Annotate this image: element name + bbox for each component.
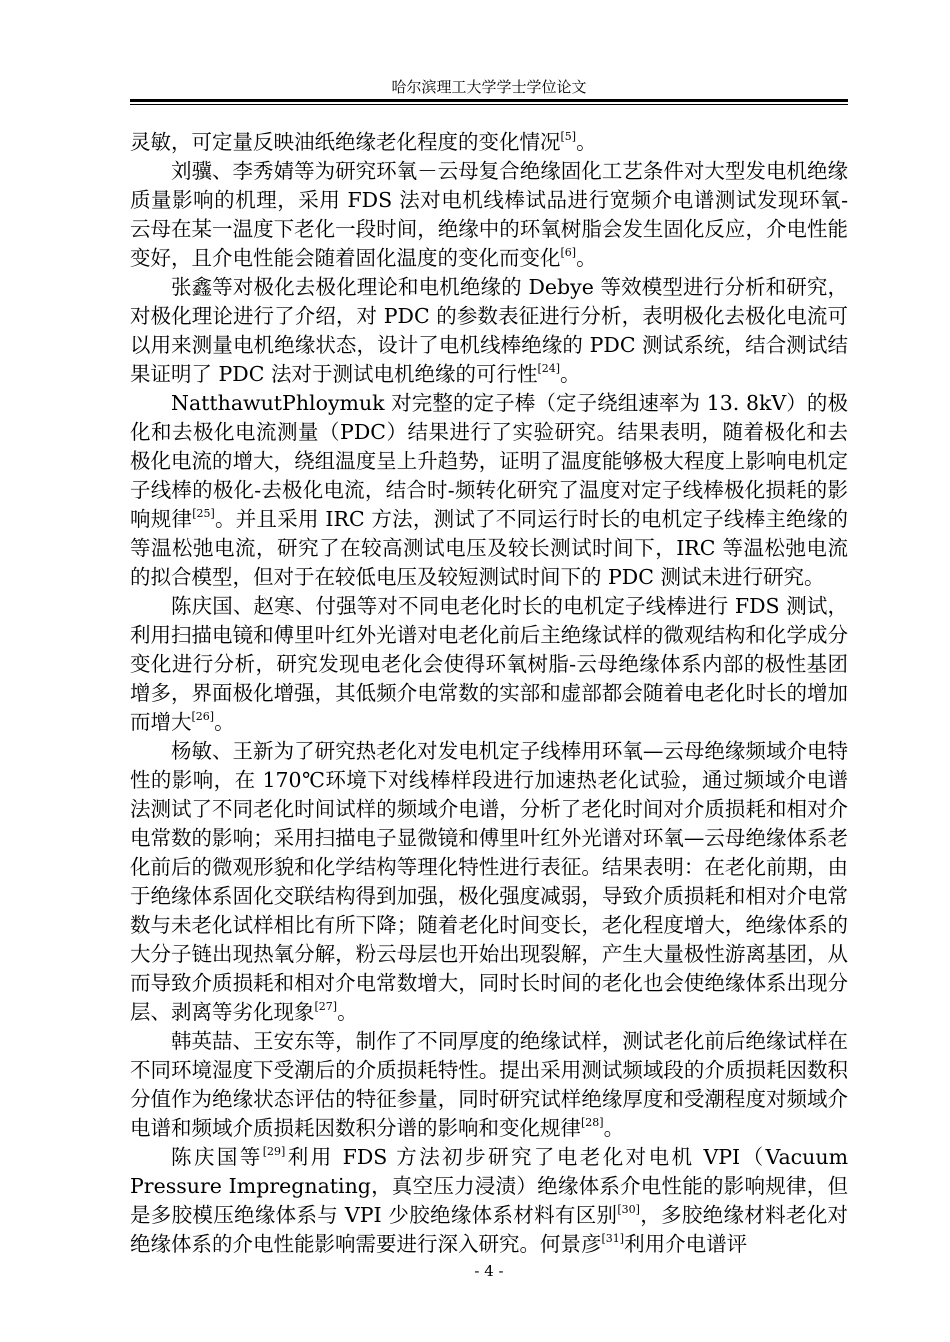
citation-ref: [6]	[560, 246, 577, 260]
paragraph-text: 张鑫等对极化去极化理论和电机绝缘的 Debye 等效模型进行分析和研究，对极化理论进行了介绍，对 PDC 的参数表征进行分析，表明极化去极化电流可以用来测量电机绝缘状态，设计了电机线棒绝缘的 PDC 测试系统，结合测试结果证明了 PDC 法对于测试电机绝缘的可行性	[130, 275, 848, 386]
paragraph-text: 。	[337, 1000, 358, 1024]
header-rule-thin	[130, 104, 848, 105]
page-number: - 4 -	[474, 1262, 504, 1280]
citation-ref: [31]	[601, 1232, 625, 1246]
paragraph	[130, 389, 848, 592]
header-rule-thick	[130, 99, 848, 102]
citation-ref: [25]	[192, 507, 215, 521]
citation-ref: [5]	[560, 130, 577, 144]
citation-ref: [27]	[314, 1000, 338, 1014]
running-header: 哈尔滨理工大学学士学位论文	[391, 78, 587, 96]
paragraph	[130, 273, 848, 389]
paragraph-text: ，多胶绝缘材料老化对绝缘体系的介电性能影响需要进行深入研究。何景彦	[130, 1203, 849, 1256]
paragraph-text: 刘骥、李秀婧等为研究环氧－云母复合绝缘固化工艺条件对大型发电机绝缘质量影响的机理，采用 FDS 法对电机线棒试品进行宽频介电谱测试发现环氧-云母在某一温度下老化一段时间，绝缘中的环氧树脂会发生固化反应，介电性能变好，且介电性能会随着固化温度的变化而变化	[130, 159, 848, 270]
paragraph-text: 。	[576, 130, 597, 154]
paragraph-text: 利用介电谱评	[624, 1232, 748, 1256]
citation-ref: [30]	[617, 1203, 640, 1217]
paragraph-text: 陈庆国、赵寒、付强等对不同电老化时长的电机定子线棒进行 FDS 测试，利用扫描电镜和傅里叶红外光谱对电老化前后主绝缘试样的微观结构和化学成分变化进行分析，研究发现电老化会使得环氧树脂-云母绝缘体系内部的极性基团增多，界面极化增强，其低频介电常数的实部和虚部都会随着电老化时长的增加而增大	[130, 594, 848, 734]
paragraph-text: 韩英喆、王安东等，制作了不同厚度的绝缘试样，测试老化前后绝缘试样在不同环境湿度下受潮后的介质损耗特性。提出采用测试频域段的介质损耗因数积分值作为绝缘状态评估的特征参量，同时研究试样绝缘厚度和受潮程度对频域介电谱和频域介质损耗因数积分谱的影响和变化规律	[130, 1029, 848, 1140]
citation-ref: [24]	[537, 362, 561, 376]
paragraph	[130, 592, 848, 737]
paragraph	[130, 157, 848, 273]
paragraph	[130, 1027, 848, 1143]
citation-ref: [26]	[191, 710, 215, 724]
paragraph	[130, 1143, 848, 1259]
paragraph-text: 。	[576, 246, 597, 270]
paragraph-text: NatthawutPhloymuk 对完整的定子棒（定子绕组速率为 13. 8kV）的极化和去极化电流测量（PDC）结果进行了实验研究。结果表明，随着极化和去极化电流的增大，绕组温度呈上升趋势，证明了温度能够极大程度上影响电机定子线棒的极化-去极化电流，结合时-频转化研究了温度对定子线棒极化损耗的影响规律	[130, 391, 848, 531]
paragraph-text: 。	[214, 710, 235, 734]
citation-ref: [29]	[262, 1145, 286, 1159]
paragraph	[130, 737, 848, 1027]
paragraph-text: 杨敏、王新为了研究热老化对发电机定子线棒用环氧—云母绝缘频域介电特性的影响，在 170℃环境下对线棒样段进行加速热老化试验，通过频域介电谱法测试了不同老化时间试样的频域介电谱，分析了老化时间对介质损耗和相对介电常数的影响；采用扫描电子显微镜和傅里叶红外光谱对环氧—云母绝缘体系老化前后的微观形貌和化学结构等理化特性进行表征。结果表明：在老化前期，由于绝缘体系固化交联结构得到加强，极化强度减弱，导致介质损耗和相对介电常数与未老化试样相比有所下降；随着老化时间变长，老化程度增大，绝缘体系的大分子链出现热氧分解，粉云母层也开始出现裂解，产生大量极性游离基团，从而导致介质损耗和相对介电常数增大，同时长时间的老化也会使绝缘体系出现分层、剥离等劣化现象	[130, 739, 848, 1024]
citation-ref: [28]	[581, 1116, 604, 1130]
paragraph-text: 。并且采用 IRC 方法，测试了不同运行时长的电机定子线棒主绝缘的等温松弛电流，研究了在较高测试电压及较长测试时间下，IRC 等温松弛电流的拟合模型，但对于在较低电压及较短测试时间下的 PDC 测试未进行研究。	[130, 507, 849, 589]
paragraph-text: 。	[560, 362, 581, 386]
paragraph	[130, 128, 848, 157]
paragraph-text: 。	[603, 1116, 625, 1140]
paragraph-text: 利用 FDS 方法初步研究了电老化对电机 VPI（Vacuum Pressure Impregnating，真空压力浸渍）绝缘体系介电性能的影响规律，但是多胶模压绝缘体系与 VPI 少胶绝缘体系材料有区别	[130, 1145, 849, 1227]
paragraph-text: 陈庆国等	[171, 1145, 263, 1169]
body-text	[130, 128, 848, 1259]
paragraph-text: 灵敏，可定量反映油纸绝缘老化程度的变化情况	[130, 130, 561, 154]
